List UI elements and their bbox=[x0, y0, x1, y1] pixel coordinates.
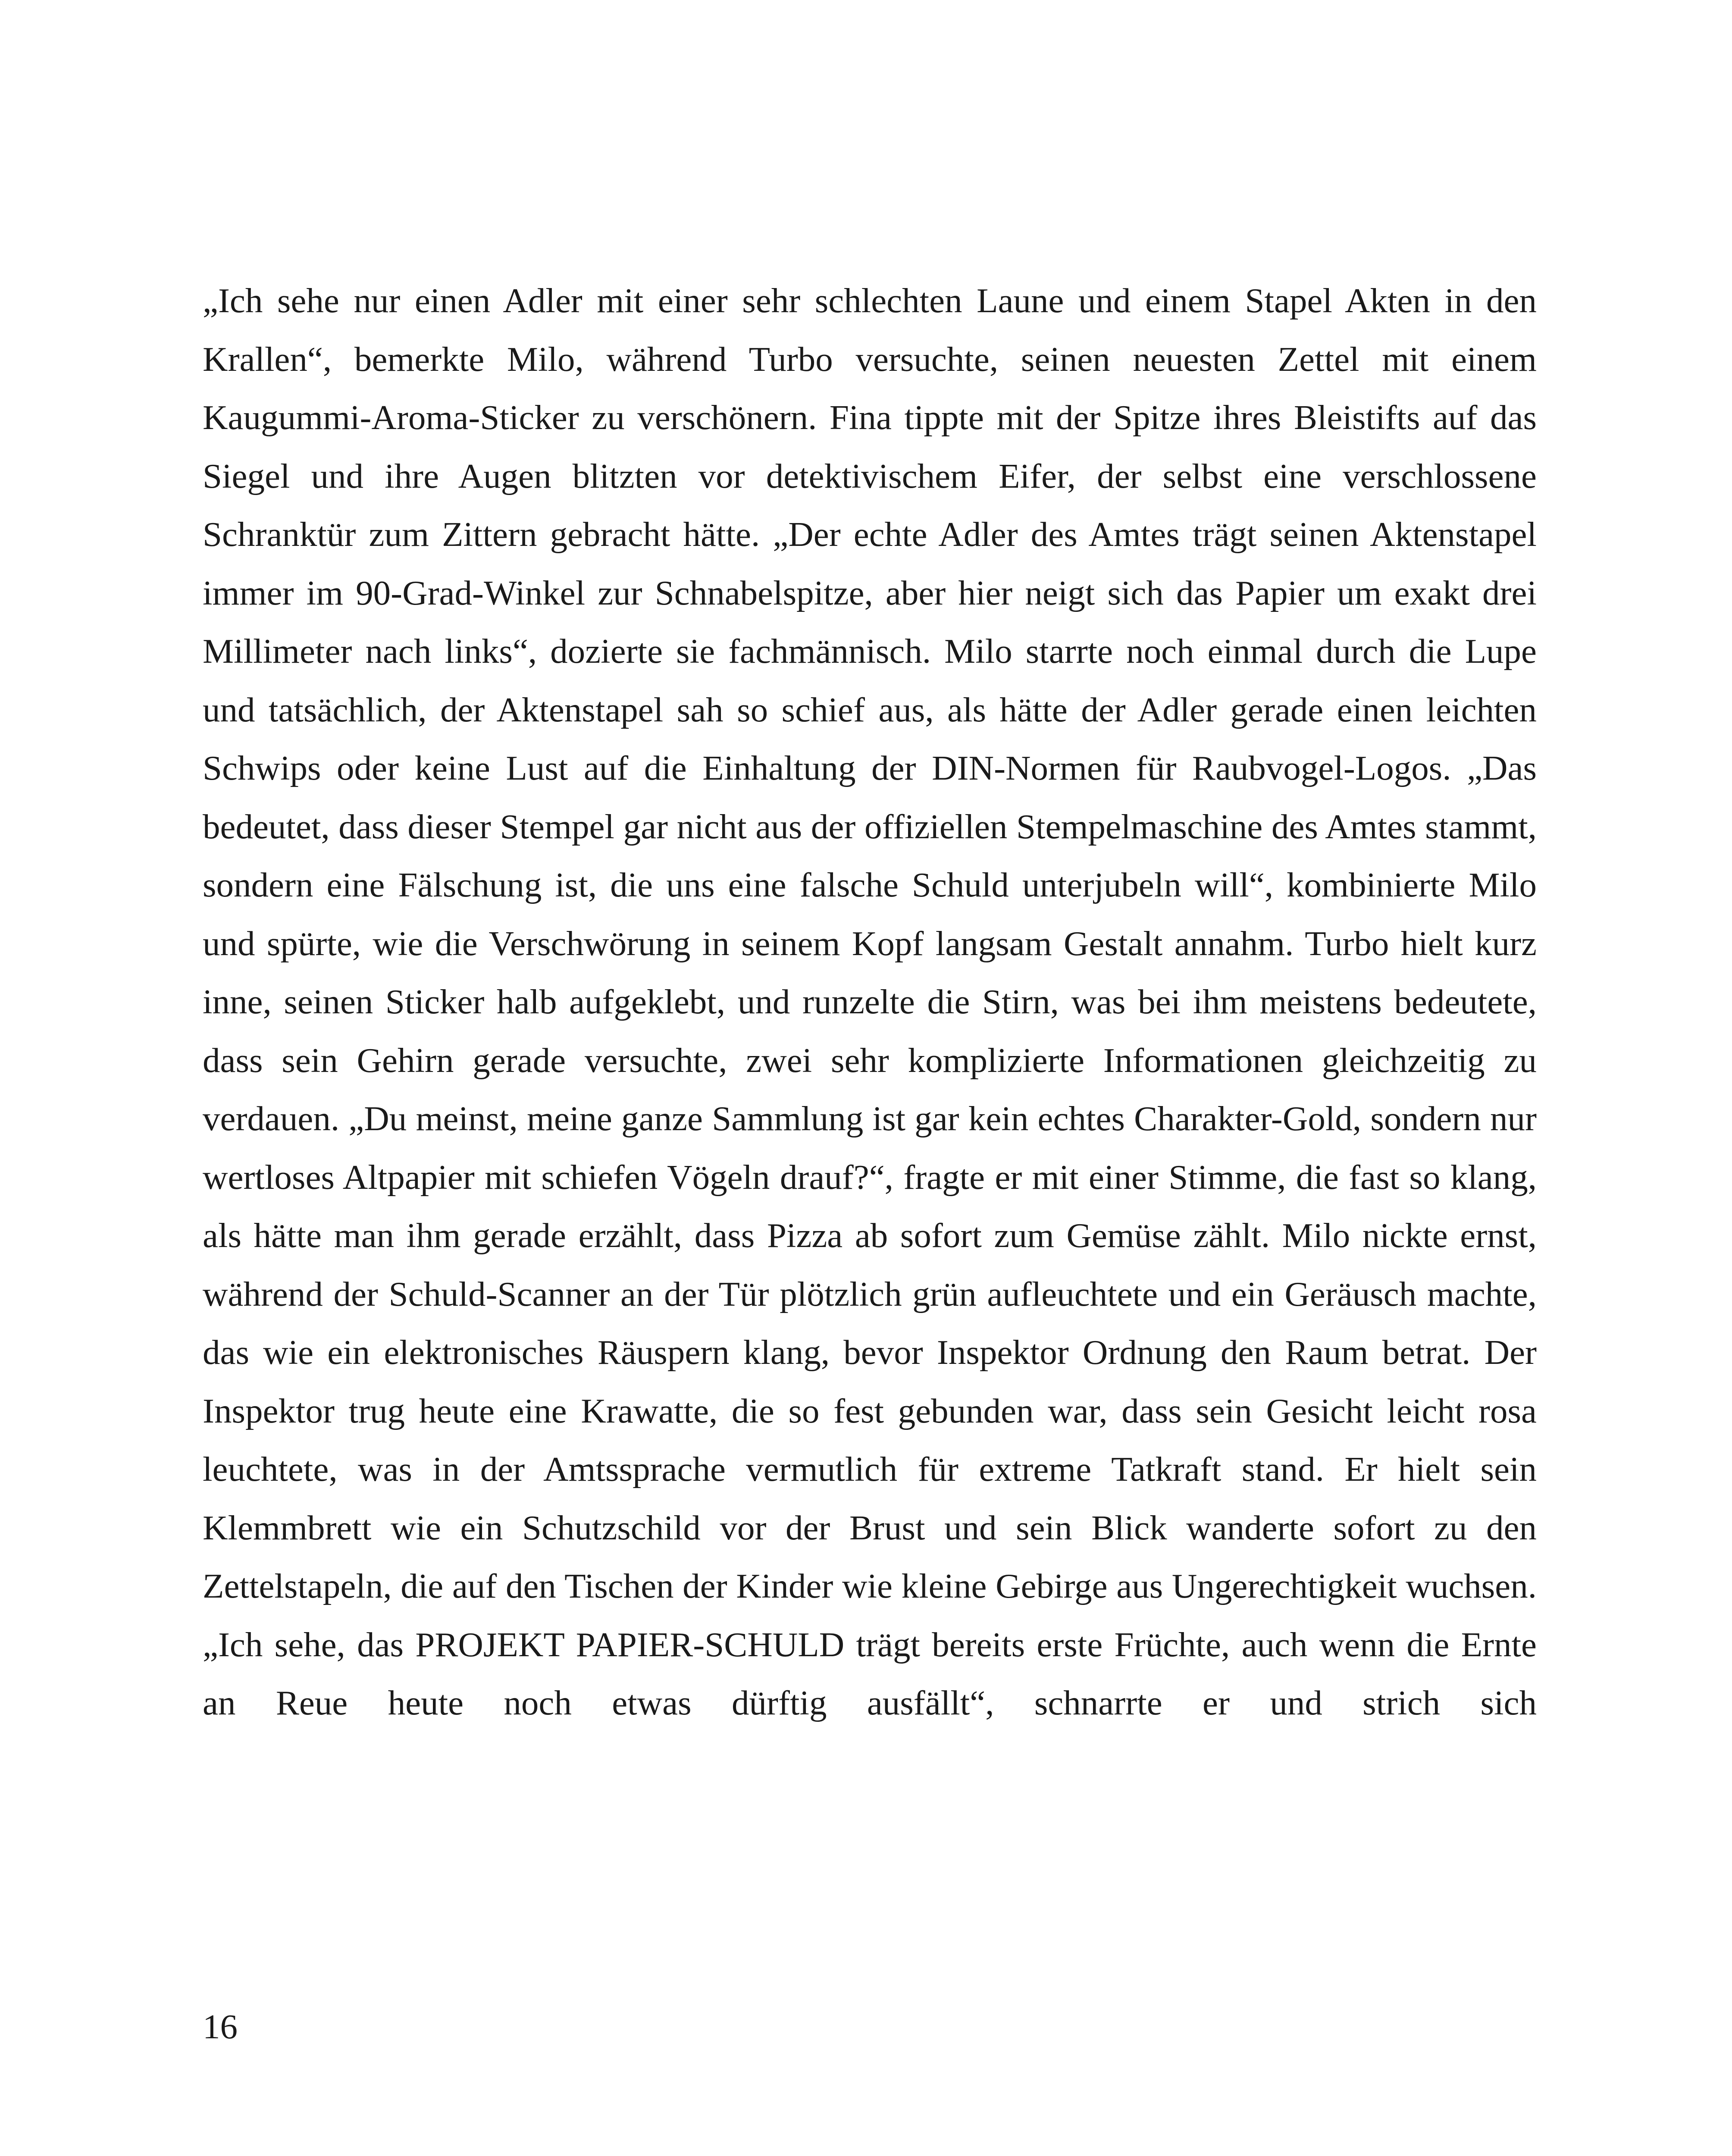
body-paragraph: „Ich sehe nur einen Adler mit einer sehr schlechten Laune und einem Stapel Akten in den Krallen“, bemerkte Milo, während Turbo versuchte, seinen neuesten Zettel mit einem Kaugummi-Aroma-Sticker zu verschönern. Fina tippte mit der Spitze ihres Bleistifts auf das Siegel und ihre Augen blitzten vor detektivischem Eifer, der selbst eine verschlossene Schranktür zum Zittern gebracht hätte. „Der echte Adler des Amtes trägt seinen Aktenstapel immer im 90-Grad-Winkel zur Schnabelspitze, aber hier neigt sich das Papier um exakt drei Millimeter nach links“, dozierte sie fachmännisch. Milo starrte noch einmal durch die Lupe und tatsächlich, der Aktenstapel sah so schief aus, als hätte der Adler gerade einen leichten Schwips oder keine Lust auf die Einhaltung der DIN-Normen für Raubvogel-Logos. „Das bedeutet, dass dieser Stempel gar nicht aus der offiziellen Stempelmaschine des Amtes stammt, sondern eine Fälschung ist, die uns eine falsche Schuld unterjubeln will“, kombinierte Milo und spürte, wie die Verschwörung in seinem Kopf langsam Gestalt annahm. Turbo hielt kurz inne, seinen Sticker halb aufgeklebt, und runzelte die Stirn, was bei ihm meistens bedeutete, dass sein Gehirn gerade versuchte, zwei sehr komplizierte Informationen gleichzeitig zu verdauen. „Du meinst, meine ganze Sammlung ist gar kein echtes Charakter-Gold, sondern nur wertloses Altpapier mit schiefen Vögeln drauf?“, fragte er mit einer Stimme, die fast so klang, als hätte man ihm gerade erzählt, dass Pizza ab sofort zum Gemüse zählt. Milo nickte ernst, während der Schuld-Scanner an der Tür plötzlich grün aufleuchtete und ein Geräusch machte, das wie ein elektronisches Räuspern klang, bevor Inspektor Ordnung den Raum betrat. Der Inspektor trug heute eine Krawatte, die so fest gebunden war, dass sein Gesicht leicht rosa leuchtete, was in der Amtssprache vermutlich für extreme Tatkraft stand. Er hielt sein Klemmbrett wie ein Schutzschild vor der Brust und sein Blick wanderte sofort zu den Zettelstapeln, die auf den Tischen der Kinder wie kleine Gebirge aus Ungerechtigkeit wuchsen. „Ich sehe, das PROJEKT PAPIER-SCHULD trägt bereits erste Früchte, auch wenn die Ernte an Reue heute noch etwas dürftig ausfällt“, schnarrte er und strich sich bbox=[203, 281, 1537, 1722]
page-number: 16 bbox=[203, 2007, 238, 2046]
